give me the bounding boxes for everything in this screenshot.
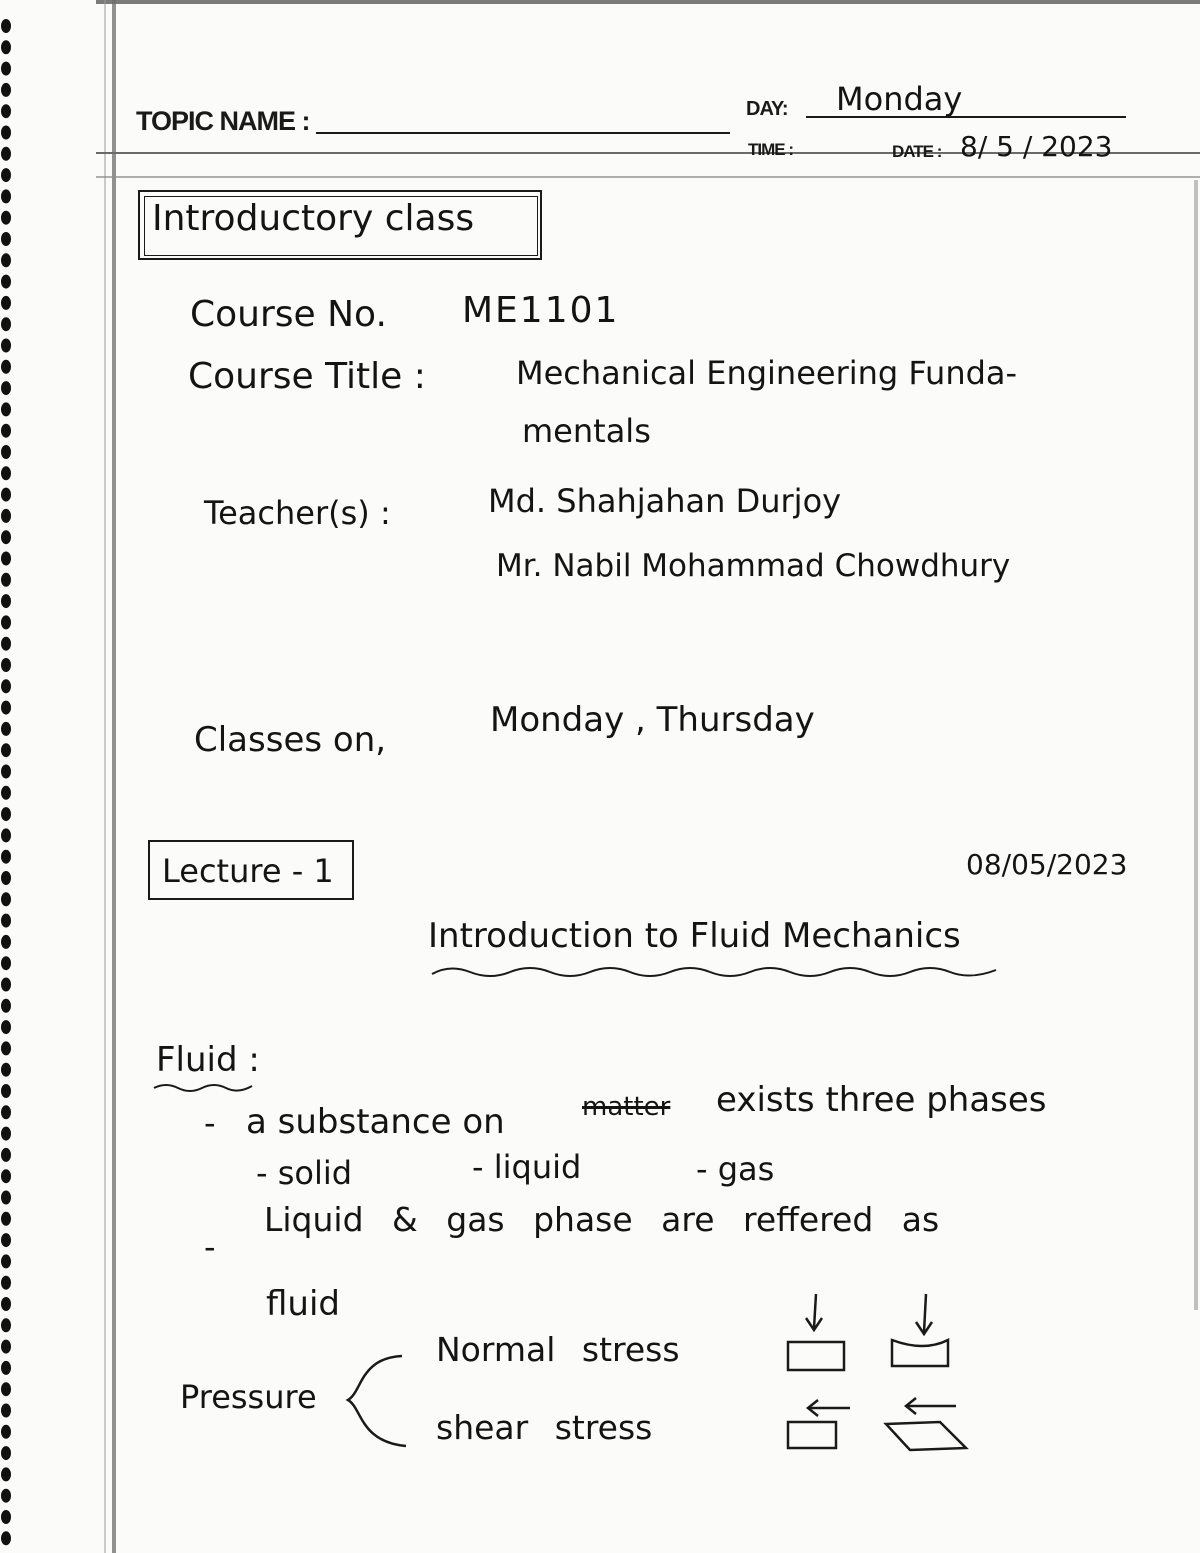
pressure-label: Pressure: [180, 1378, 317, 1416]
normal-stress-diagram: [780, 1290, 970, 1380]
binding-hole: [1, 1446, 11, 1460]
binding-hole: [1, 466, 11, 480]
binding-hole: [1, 956, 11, 970]
binding-hole: [1, 637, 11, 651]
topic-name-label: TOPIC NAME :: [136, 106, 310, 136]
binding-hole: [1, 935, 11, 949]
binding-hole: [1, 1084, 11, 1098]
point2-line1: Liquid & gas phase are reffered as: [264, 1200, 940, 1239]
classes-label: Classes on,: [194, 720, 387, 760]
binding-hole: [1, 253, 11, 267]
binding-hole: [1, 552, 11, 566]
point1-struck-word: matter: [582, 1092, 671, 1122]
binding-hole: [1, 275, 11, 289]
course-title-line1: Mechanical Engineering Funda-: [516, 354, 1018, 392]
binding-hole: [1, 1425, 11, 1439]
date-label: DATE :: [892, 142, 942, 161]
teacher-2: Mr. Nabil Mohammad Chowdhury: [496, 548, 1011, 584]
binding-hole: [1, 232, 11, 246]
binding-hole: [1, 1297, 11, 1311]
binding-hole: [1, 1233, 11, 1247]
margin-line: [112, 0, 116, 1553]
course-no-value: ME1101: [462, 290, 620, 331]
binding-hole: [1, 126, 11, 140]
binding-hole: [1, 1191, 11, 1205]
point2-dash: -: [204, 1228, 216, 1266]
binding-hole: [1, 296, 11, 310]
binding-hole: [1, 1340, 11, 1354]
binding-hole: [1, 168, 11, 182]
point1-dash: -: [204, 1104, 216, 1142]
page-top-edge: [96, 0, 1200, 4]
page-right-edge: [1194, 180, 1198, 1310]
shear-stress-label: shear stress: [436, 1408, 653, 1447]
binding-hole: [1, 360, 11, 374]
binding-hole: [1, 104, 11, 118]
lecture-title: Introduction to Fluid Mechanics: [428, 916, 961, 956]
binding-hole: [1, 381, 11, 395]
binding-hole: [1, 445, 11, 459]
normal-stress-label: Normal stress: [436, 1330, 680, 1369]
binding-hole: [1, 573, 11, 587]
binding-hole: [1, 211, 11, 225]
binding-hole: [1, 615, 11, 629]
binding-hole: [1, 850, 11, 864]
binding-hole: [1, 1510, 11, 1524]
binding-hole: [1, 1318, 11, 1332]
pressure-brace: [340, 1352, 416, 1452]
point2-line2: fluid: [266, 1284, 340, 1324]
binding-hole: [1, 1063, 11, 1077]
fluid-heading-underline: [152, 1080, 262, 1094]
lecture-date: 08/05/2023: [966, 848, 1128, 881]
binding-hole: [1, 530, 11, 544]
binding-hole: [1, 1020, 11, 1034]
day-value: Monday: [836, 80, 963, 118]
phase-liquid: - liquid: [472, 1148, 582, 1186]
classes-days: Monday , Thursday: [490, 700, 815, 740]
fluid-heading: Fluid :: [156, 1040, 260, 1080]
binding-hole: [1, 679, 11, 693]
binding-hole: [1, 871, 11, 885]
margin-line-outer: [104, 0, 106, 1553]
binding-hole: [1, 765, 11, 779]
binding-hole: [1, 786, 11, 800]
binding-hole: [1, 1041, 11, 1055]
binding-hole: [1, 1127, 11, 1141]
teachers-label: Teacher(s) :: [204, 494, 391, 532]
point1-text-a: a substance on: [246, 1102, 505, 1142]
binding-hole: [1, 701, 11, 715]
binding-hole: [1, 1276, 11, 1290]
day-label: DAY:: [746, 98, 788, 120]
intro-title: Introductory class: [152, 198, 475, 239]
binding-hole: [1, 999, 11, 1013]
binding-hole: [1, 1404, 11, 1418]
binding-hole: [1, 978, 11, 992]
binding-hole: [1, 1254, 11, 1268]
binding-hole: [1, 1489, 11, 1503]
binding-hole: [1, 1148, 11, 1162]
phase-solid: - solid: [256, 1154, 353, 1192]
lecture-label: Lecture - 1: [162, 852, 334, 890]
spiral-binding: [0, 0, 20, 1553]
binding-hole: [1, 722, 11, 736]
binding-hole: [1, 594, 11, 608]
binding-hole: [1, 189, 11, 203]
binding-hole: [1, 317, 11, 331]
binding-hole: [1, 424, 11, 438]
binding-hole: [1, 743, 11, 757]
binding-hole: [1, 807, 11, 821]
date-value: 8/ 5 / 2023: [960, 130, 1113, 163]
binding-hole: [1, 402, 11, 416]
course-title-label: Course Title :: [188, 356, 426, 397]
binding-hole: [1, 1531, 11, 1545]
binding-hole: [1, 914, 11, 928]
time-label: TIME :: [748, 140, 793, 159]
topic-name-line: [316, 132, 730, 134]
lecture-title-underline: [430, 962, 1000, 980]
binding-hole: [1, 1467, 11, 1481]
point1-text-b: exists three phases: [716, 1080, 1047, 1120]
binding-hole: [1, 83, 11, 97]
binding-hole: [1, 509, 11, 523]
shear-stress-diagram: [780, 1392, 980, 1458]
binding-hole: [1, 339, 11, 353]
binding-hole: [1, 1382, 11, 1396]
binding-hole: [1, 892, 11, 906]
course-no-label: Course No.: [190, 294, 387, 335]
header-divider-lower: [96, 176, 1200, 178]
binding-hole: [1, 1212, 11, 1226]
binding-hole: [1, 1105, 11, 1119]
binding-hole: [1, 1361, 11, 1375]
binding-hole: [1, 828, 11, 842]
binding-hole: [1, 19, 11, 33]
binding-hole: [1, 658, 11, 672]
teacher-1: Md. Shahjahan Durjoy: [488, 482, 842, 520]
phase-gas: - gas: [696, 1150, 775, 1188]
binding-hole: [1, 62, 11, 76]
binding-hole: [1, 147, 11, 161]
course-title-line2: mentals: [522, 412, 651, 450]
binding-hole: [1, 40, 11, 54]
binding-hole: [1, 1169, 11, 1183]
binding-hole: [1, 488, 11, 502]
